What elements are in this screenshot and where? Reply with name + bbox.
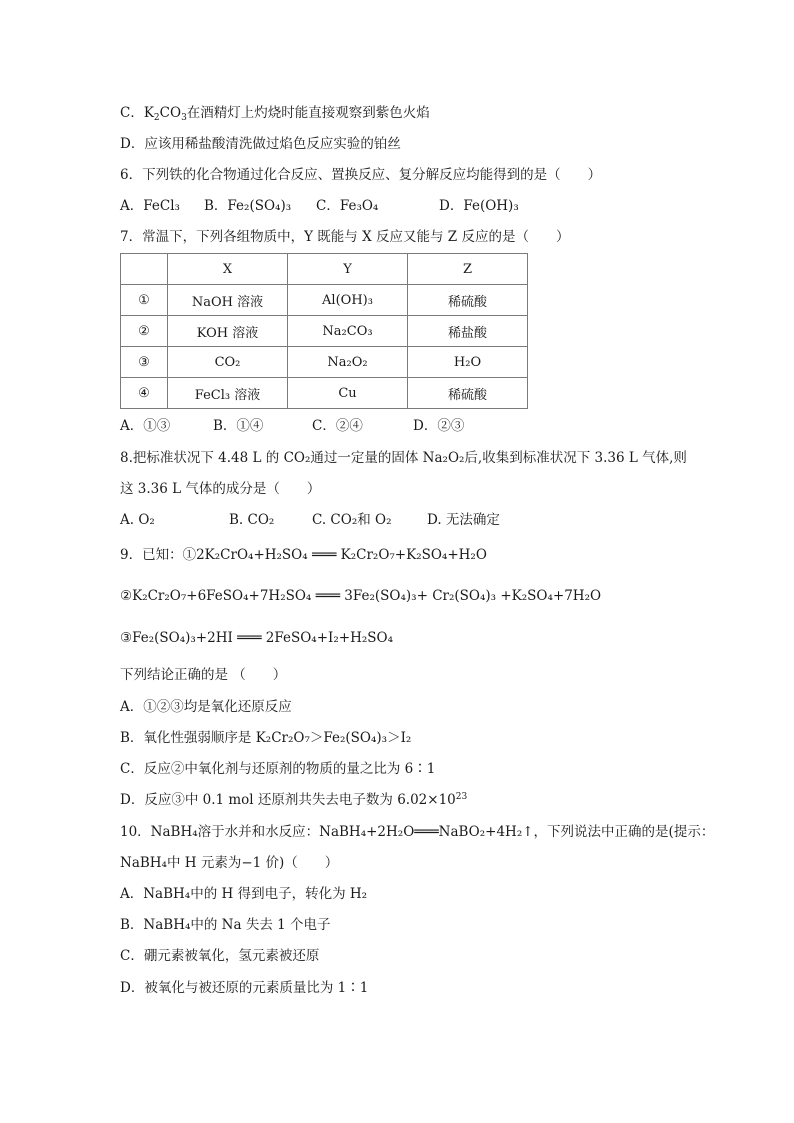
- q7-stem: 7．常温下，下列各组物质中，Y 既能与 X 反应又能与 Z 反应的是（ ）: [120, 229, 570, 245]
- table-row: [121, 285, 528, 316]
- table-header-cell: Y: [288, 254, 408, 285]
- q8-stem-line2: 这 3.36 L 气体的成分是（ ）: [120, 481, 321, 497]
- q8-option-c: C. CO₂和 O₂: [312, 512, 392, 528]
- table-cell: ②: [121, 316, 168, 347]
- table-cell: ①: [121, 285, 168, 316]
- q6-option-b: B．Fe₂(SO₄)₃: [204, 198, 292, 214]
- q6-option-d: D．Fe(OH)₃: [439, 198, 519, 214]
- q5-option-d: D．应该用稀盐酸清洗做过焰色反应实验的铂丝: [120, 136, 401, 152]
- table-row: [121, 378, 528, 409]
- q6-stem: 6．下列铁的化合物通过化合反应、置换反应、复分解反应均能得到的是（ ）: [120, 167, 602, 183]
- q7-table: [120, 253, 528, 409]
- table-header-cell: X: [168, 254, 288, 285]
- q8-stem-line1: 8.把标准状况下 4.48 L 的 CO₂通过一定量的固体 Na₂O₂后,收集到标准状况下 3.36 L 气体,则: [120, 450, 687, 466]
- table-row: [121, 316, 528, 347]
- q9-option-b: B．氧化性强弱顺序是 K₂Cr₂O₇＞Fe₂(SO₄)₃＞I₂: [120, 730, 412, 746]
- q6-options: [120, 196, 519, 216]
- q9-option-c: C．反应②中氧化剂与还原剂的物质的量之比为 6∶1: [120, 761, 436, 777]
- table-cell: Al(OH)₃: [288, 285, 408, 316]
- table-cell: ④: [121, 378, 168, 409]
- q7-option-a: A．①③: [120, 418, 171, 434]
- table-header-cell: Z: [408, 254, 528, 285]
- table-cell: 稀硫酸: [408, 285, 528, 316]
- table-row: [121, 347, 528, 378]
- q10-option-b: B．NaBH₄中的 Na 失去 1 个电子: [120, 917, 331, 933]
- q9-equation-2: ②K₂Cr₂O₇+6FeSO₄+7H₂SO₄ ═══ 3Fe₂(SO₄)₃+ Cr₂(SO₄)₃ +K₂SO₄+7H₂O: [120, 588, 602, 604]
- q10-option-a: A．NaBH₄中的 H 得到电子，转化为 H₂: [120, 886, 368, 902]
- q8-option-d: D. 无法确定: [427, 512, 500, 528]
- q8-option-a: A. O₂: [120, 512, 155, 528]
- q7-option-b: B．①④: [213, 418, 264, 434]
- table-cell: H₂O: [408, 347, 528, 378]
- q10-option-d: D．被氧化与被还原的元素质量比为 1∶1: [120, 980, 369, 996]
- table-cell: KOH 溶液: [168, 316, 288, 347]
- q9-option-a: A．①②③均是氧化还原反应: [120, 699, 292, 715]
- table-header-row: [121, 254, 528, 285]
- q6-option-a: A．FeCl₃: [120, 198, 180, 214]
- q7-options: [120, 416, 464, 436]
- q8-options: [120, 510, 500, 530]
- q10-stem-line1: 10．NaBH₄溶于水并和水反应：NaBH₄+2H₂O═══NaBO₂+4H₂↑，下列说法中正确的是(提示：: [120, 824, 715, 840]
- table-cell: Na₂O₂: [288, 347, 408, 378]
- table-cell: 稀硫酸: [408, 378, 528, 409]
- q9-option-d: D．反应③中 0.1 mol 还原剂共失去电子数为 $6.02\times 10^{23}$: [120, 792, 468, 808]
- table-cell: NaOH 溶液: [168, 285, 288, 316]
- table-cell: FeCl₃ 溶液: [168, 378, 288, 409]
- q10-option-c: C．硼元素被氧化，氢元素被还原: [120, 948, 320, 964]
- q7-option-c: C．②④: [312, 418, 363, 434]
- q5-option-c: C．$K_2CO_3$在酒精灯上灼烧时能直接观察到紫色火焰: [120, 105, 430, 123]
- q10-stem-line2: NaBH₄中 H 元素为−1 价)（ ）: [120, 855, 339, 871]
- table-cell: 稀盐酸: [408, 316, 528, 347]
- table-header-cell: [121, 254, 168, 285]
- table-cell: Cu: [288, 378, 408, 409]
- q9-equation-3: ③Fe₂(SO₄)₃+2HI ═══ 2FeSO₄+I₂+H₂SO₄: [120, 630, 393, 646]
- q9-equation-1: 9．已知：①2K₂CrO₄+H₂SO₄ ═══ K₂Cr₂O₇+K₂SO₄+H₂O: [120, 547, 487, 563]
- table-cell: Na₂CO₃: [288, 316, 408, 347]
- table-cell: ③: [121, 347, 168, 378]
- q9-stem: 下列结论正确的是 （ ）: [120, 667, 287, 683]
- q7-option-d: D．②③: [413, 418, 465, 434]
- table-cell: CO₂: [168, 347, 288, 378]
- q6-option-c: C．Fe₃O₄: [316, 198, 379, 214]
- q8-option-b: B. CO₂: [229, 512, 275, 528]
